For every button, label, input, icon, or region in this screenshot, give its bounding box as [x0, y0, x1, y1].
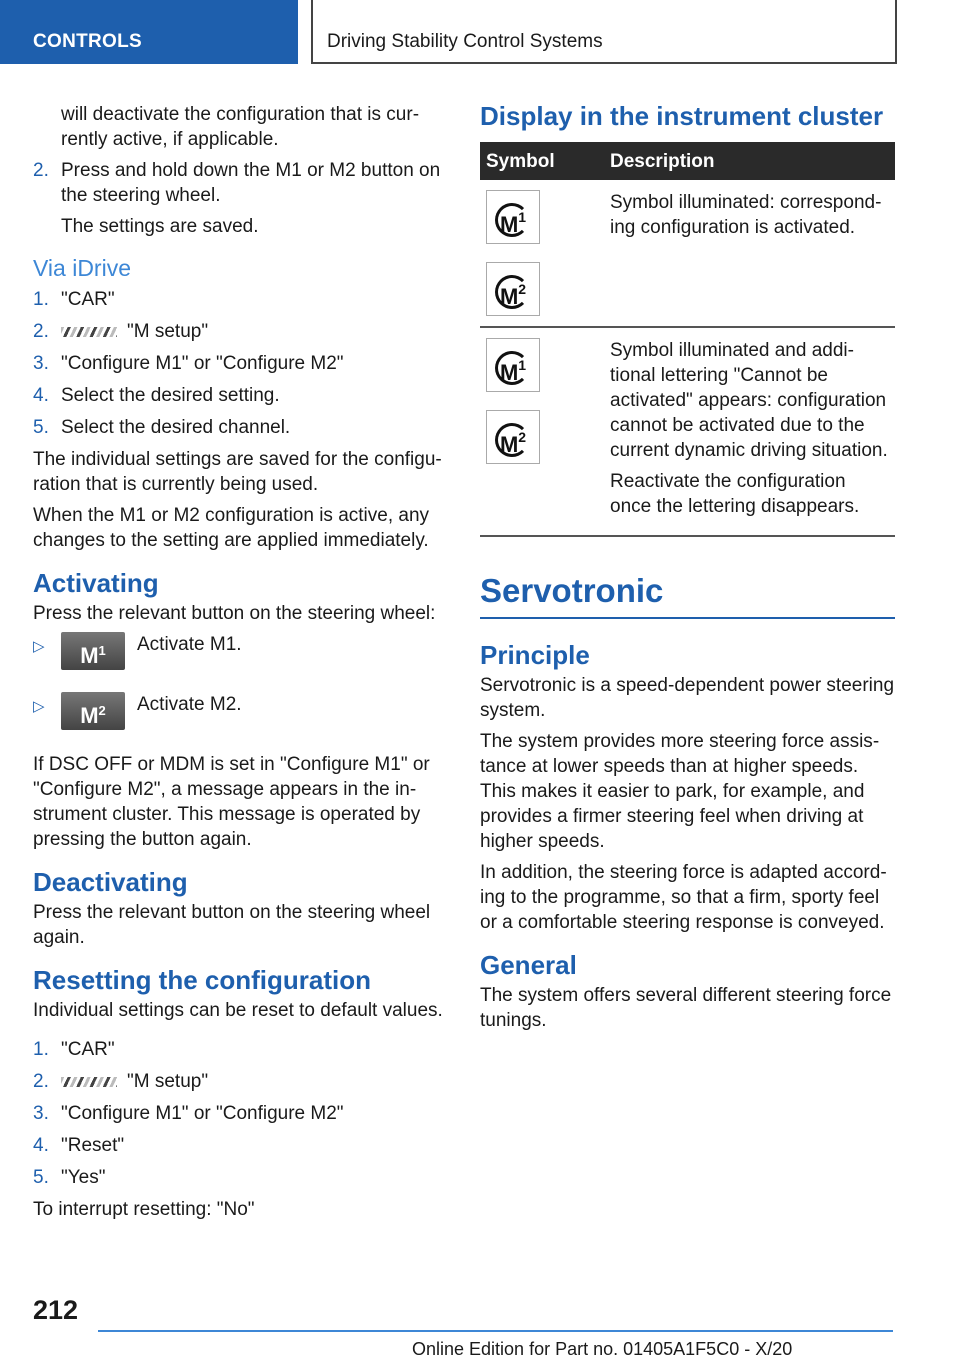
- heading-resetting: Resetting the configuration: [33, 965, 371, 995]
- paragraph: Press the relevant button on the steering wheel:: [33, 603, 436, 624]
- section-label: CONTROLS: [33, 31, 143, 52]
- list-item: 1. "CAR": [33, 1039, 115, 1060]
- continued-text: will deactivate the configuration that is currently active, if applicable.: [61, 104, 420, 150]
- heading-activating: Activating: [33, 568, 159, 598]
- heading-via-idrive: Via iDrive: [33, 255, 131, 281]
- list-text: Press and hold down the M1 or M2 button on the steering wheel.: [61, 160, 441, 206]
- table-row: [480, 180, 895, 327]
- m-stripes-icon: [61, 1077, 117, 1087]
- table-cell-description: Symbol illuminated and additional lettering "Cannot be activated" appears: configuration cannot be activated due to the current dynamic driving situation.: [610, 340, 888, 461]
- symbol-table: [480, 142, 895, 537]
- heading-general: General: [480, 950, 577, 980]
- paragraph: Press the relevant button on the steering wheel again.: [33, 902, 431, 948]
- list-note: The settings are saved.: [61, 216, 259, 237]
- list-item: 5. "Yes": [33, 1167, 106, 1188]
- paragraph: Servotronic is a speed-dependent power steering system.: [480, 675, 895, 721]
- table-cell-description: Reactivate the configuration once the lettering disappears.: [610, 471, 860, 517]
- m2-symbol-icon: $M^2$: [486, 262, 540, 316]
- chapter-label: Driving Stability Control Systems: [327, 31, 603, 52]
- bullet-activate-m1: ▷ $M^1$ Activate M1.: [33, 634, 242, 668]
- table-cell-description: Symbol illuminated: corresponding configuration is activated.: [610, 192, 882, 238]
- footer-edition: Online Edition for Part no. 01405A1F5C0 - X/20: [412, 1339, 793, 1359]
- m1-symbol-icon: $M^1$: [486, 338, 540, 392]
- paragraph: If DSC OFF or MDM is set in "Configure M1" or "Configure M2", a message appears in the instrument cluster. This message is operated by pressing the button again.: [33, 754, 430, 850]
- paragraph: To interrupt resetting: "No": [33, 1199, 255, 1220]
- paragraph: When the M1 or M2 configuration is active, any changes to the setting are applied immediately.: [33, 505, 430, 551]
- right-column: [480, 100, 895, 1039]
- footer-divider: [98, 1330, 893, 1332]
- paragraph: In addition, the steering force is adapted according to the programme, so that a firm, sporty feel or a comfortable steering response is conveyed.: [480, 862, 887, 933]
- table-row: [480, 327, 895, 536]
- paragraph: The individual settings are saved for the configuration that is currently being used.: [33, 449, 442, 495]
- left-column: [33, 102, 453, 1228]
- list-item: 2. "M setup": [33, 321, 209, 342]
- bullet-activate-m2: ▷ $M^2$ Activate M2.: [33, 694, 242, 728]
- list-item: 4. "Reset": [33, 1135, 125, 1156]
- heading-display: Display in the instrument cluster: [480, 101, 884, 131]
- heading-principle: Principle: [480, 640, 590, 670]
- list-item: 4. Select the desired setting.: [33, 385, 280, 406]
- table-header-symbol: Symbol: [480, 142, 604, 180]
- list-item: 1. "CAR": [33, 289, 115, 310]
- m1-button-icon: $M^1$: [61, 632, 125, 670]
- triangle-bullet-icon: ▷: [33, 698, 45, 715]
- heading-servotronic: Servotronic: [480, 571, 895, 619]
- list-number: 2.: [33, 160, 49, 181]
- paragraph: The system provides more steering force assistance at lower speeds than at higher speeds. This makes it easier to park, for example, and provides a firmer steering feel when driving at higher speeds.: [480, 731, 880, 852]
- page-number: 212: [33, 1295, 79, 1325]
- paragraph: Individual settings can be reset to default values.: [33, 1000, 443, 1021]
- list-item: 2. "M setup": [33, 1071, 209, 1092]
- table-header-description: Description: [604, 142, 895, 180]
- heading-deactivating: Deactivating: [33, 867, 188, 897]
- m-stripes-icon: [61, 327, 117, 337]
- list-item: 3. "Configure M1" or "Configure M2": [33, 1103, 344, 1124]
- chapter-tab: [311, 0, 897, 64]
- section-tab: [0, 0, 298, 64]
- list-item: [33, 158, 453, 239]
- m2-button-icon: $M^2$: [61, 692, 125, 730]
- m1-symbol-icon: $M^1$: [486, 190, 540, 244]
- paragraph: The system offers several different steering force tunings.: [480, 985, 892, 1031]
- m2-symbol-icon: $M^2$: [486, 410, 540, 464]
- triangle-bullet-icon: ▷: [33, 638, 45, 655]
- list-item: 3. "Configure M1" or "Configure M2": [33, 353, 344, 374]
- list-item: 5. Select the desired channel.: [33, 417, 291, 438]
